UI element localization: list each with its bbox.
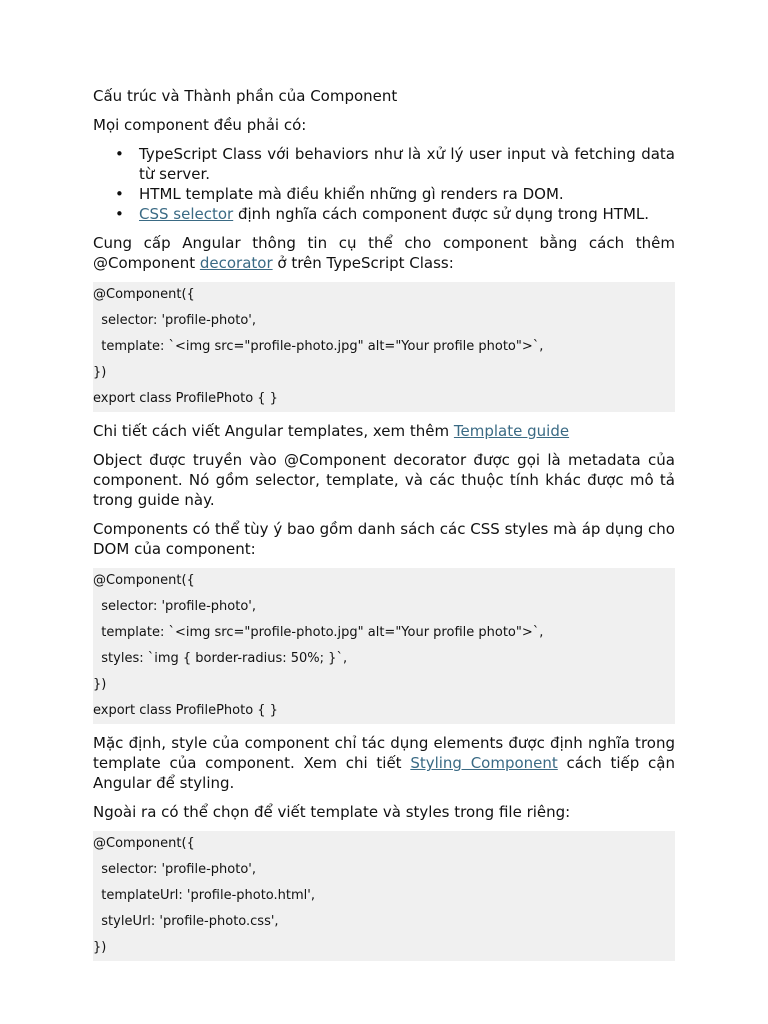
intro-text: Mọi component đều phải có: [93,116,307,134]
code-line: export class ProfilePhoto { } [93,703,278,718]
code-line: @Component({ [93,287,195,302]
code-line: styles: `img { border-radius: 50%; }`, [93,651,348,666]
requirements-list [93,144,675,224]
list-item-class: • TypeScript Class với behaviors như là xử lý user input và fetching data từ server. [139,144,675,184]
decorator-link[interactable]: decorator [199,254,273,272]
metadata-paragraph: Object được truyền vào @Component decorator được gọi là metadata của component. Nó gồm selector, template, và các thuộc tính khác được mô tả trong guide này. [93,451,675,509]
styling-component-link[interactable]: Styling Component [410,754,558,772]
code-block-basic [93,282,675,412]
decorator-paragraph [93,233,675,273]
template-guide-text: Chi tiết cách viết Angular templates, xem thêm [93,422,454,440]
code-line: }) [93,677,107,692]
default-style-paragraph [93,733,675,793]
list-item-selector [139,204,675,224]
code-line: }) [93,365,107,380]
code-line: selector: 'profile-photo', [93,862,257,877]
code-line: templateUrl: 'profile-photo.html', [93,888,315,903]
list-item-template: • HTML template mà điều khiển những gì renders ra DOM. [139,184,675,204]
decorator-text-before: Cung cấp Angular thông tin cụ thể cho component bằng cách thêm @Component [93,234,675,272]
styles-paragraph: Components có thể tùy ý bao gồm danh sách các CSS styles mà áp dụng cho DOM của component: [93,520,675,558]
section-title: Cấu trúc và Thành phần của Component [93,87,398,105]
template-guide-link[interactable]: Template guide [453,422,570,440]
code-line: }) [93,940,107,955]
default-style-text-after: cách tiếp cận Angular để styling. [93,754,675,792]
default-style-text-before: Mặc định, style của component chỉ tác dụng elements được định nghĩa trong template của component. Xem chi tiết [93,734,675,772]
list-item-selector-text: định nghĩa cách component được sử dụng trong HTML. [233,205,650,223]
css-selector-link[interactable]: CSS selector [139,205,234,223]
document-body [93,86,675,970]
code-line: @Component({ [93,573,195,588]
separate-files-paragraph: Ngoài ra có thể chọn để viết template và styles trong file riêng: [93,803,571,821]
code-line: template: `<img src="profile-photo.jpg" alt="Your profile photo">`, [93,339,544,354]
code-line: export class ProfilePhoto { } [93,391,278,406]
code-line: template: `<img src="profile-photo.jpg" alt="Your profile photo">`, [93,625,544,640]
code-line: styleUrl: 'profile-photo.css', [93,914,279,929]
code-line: selector: 'profile-photo', [93,599,257,614]
code-line: selector: 'profile-photo', [93,313,257,328]
template-guide-paragraph [93,421,675,441]
decorator-text-after: ở trên TypeScript Class: [272,254,454,272]
code-line: @Component({ [93,836,195,851]
code-block-separate-files [93,831,675,961]
code-block-styles [93,568,675,724]
